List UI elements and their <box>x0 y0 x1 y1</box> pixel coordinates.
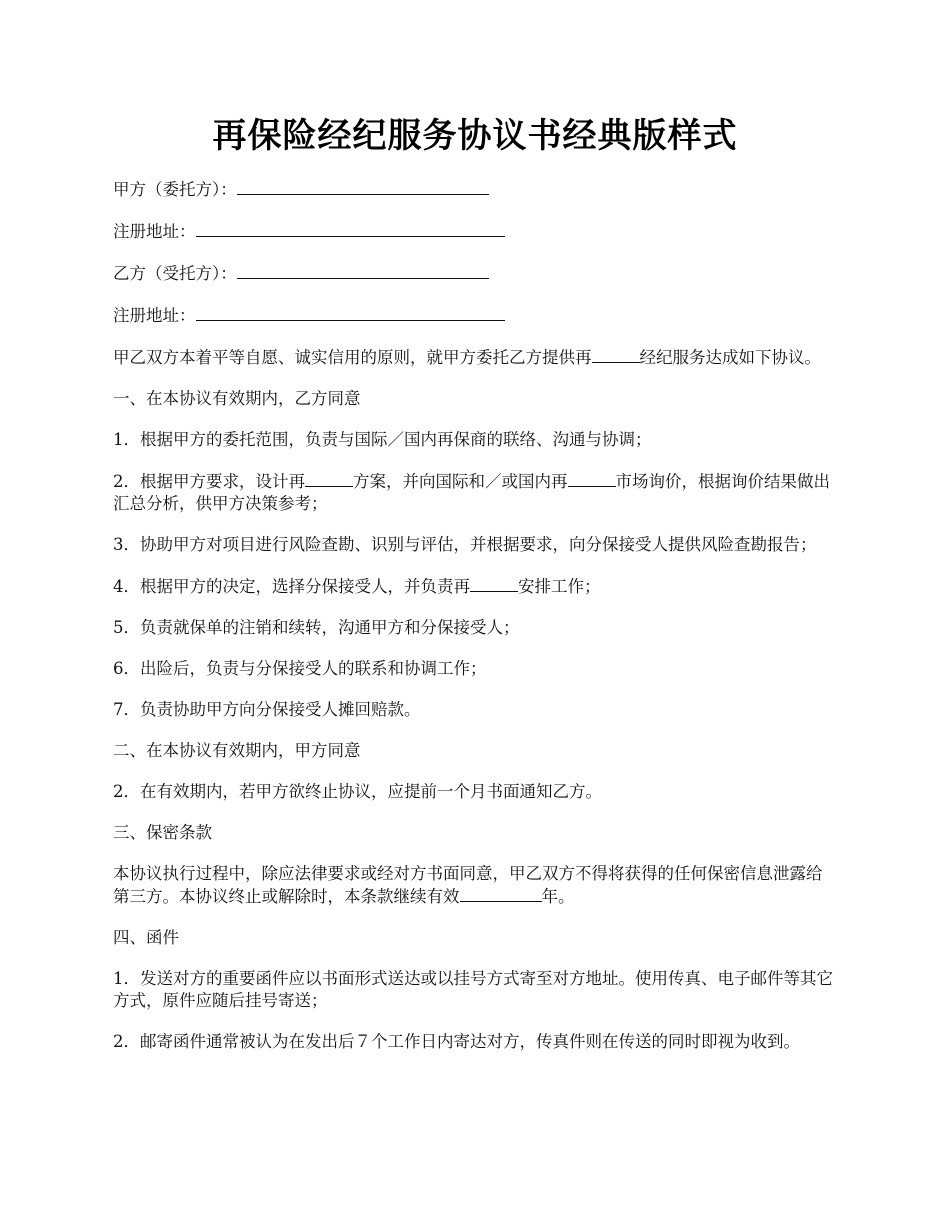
reg-addr-a-line <box>113 220 835 243</box>
section-1-item-1: 1．根据甲方的委托范围，负责与国际／国内再保商的联络、沟通与协调； <box>113 430 652 449</box>
section-4-item-1: 1．发送对方的重要函件应以书面形式送达或以挂号方式寄至对方地址。使用传真、电子邮件等其它方式，原件应随后挂号寄送； <box>113 969 833 1010</box>
reg-addr-b-line <box>113 304 835 327</box>
section-3-text-before: 本协议执行过程中，除应法律要求或经对方书面同意，甲乙双方不得将获得的任何保密信息泄露给第三方。本协议终止或解除时，本条款继续有效 <box>113 864 823 906</box>
section-1-item-2 <box>113 470 835 515</box>
item-4-text-part1: 4．根据甲方的决定，选择分保接受人，并负责再 <box>113 577 470 596</box>
section-1-item-4 <box>113 575 835 598</box>
section-2-item-2: 2．在有效期内，若甲方欲终止协议，应提前一个月书面通知乙方。 <box>113 782 602 801</box>
section-3-heading: 三、保密条款 <box>113 823 212 842</box>
reg-addr-a-label: 注册地址： <box>113 222 196 241</box>
party-a-label: 甲方（委托方）： <box>113 180 237 199</box>
section-4-heading: 四、函件 <box>113 928 179 947</box>
item-2-text-part1: 2．根据甲方要求，设计再 <box>113 472 305 491</box>
party-b-blank <box>237 262 489 279</box>
document-body <box>113 178 835 1072</box>
item-2-blank-1 <box>305 470 353 487</box>
item-4-text-part2: 安排工作； <box>518 577 601 596</box>
reg-addr-a-blank <box>196 220 505 237</box>
party-a-line <box>113 178 835 201</box>
section-1-item-6: 6．出险后，负责与分保接受人的联系和协调工作； <box>113 659 487 678</box>
document-title: 再保险经纪服务协议书经典版样式 <box>212 116 738 156</box>
party-b-label: 乙方（受托方）： <box>113 264 237 283</box>
intro-paragraph <box>113 346 835 369</box>
reg-addr-b-blank <box>196 304 505 321</box>
section-1-heading: 一、在本协议有效期内，乙方同意 <box>113 389 361 408</box>
section-2-heading: 二、在本协议有效期内，甲方同意 <box>113 741 361 760</box>
item-4-blank <box>470 575 518 592</box>
reg-addr-b-label: 注册地址： <box>113 306 196 325</box>
item-2-blank-2 <box>568 470 616 487</box>
intro-text-after: 经纪服务达成如下协议。 <box>639 348 821 367</box>
section-1-item-5: 5．负责就保单的注销和续转，沟通甲方和分保接受人； <box>113 618 520 637</box>
intro-blank <box>592 346 640 363</box>
party-a-blank <box>237 178 489 195</box>
section-3-text <box>113 863 835 908</box>
section-4-item-2: 2．邮寄函件通常被认为在发出后７个工作日内寄达对方，传真件则在传送的同时即视为收到。 <box>113 1032 800 1051</box>
section-1-item-7: 7．负责协助甲方向分保接受人摊回赔款。 <box>113 700 421 719</box>
section-3-blank <box>460 885 542 902</box>
intro-text-before: 甲乙双方本着平等自愿、诚实信用的原则，就甲方委托乙方提供再 <box>113 348 592 367</box>
item-2-text-part3: 市场询价，根据询价结果做出汇总分析，供甲方决策参考； <box>113 472 830 513</box>
item-2-text-part2: 方案，并向国际和／或国内再 <box>353 472 568 491</box>
party-b-line <box>113 262 835 285</box>
section-1-item-3: 3．协助甲方对项目进行风险查勘、识别与评估，并根据要求，向分保接受人提供风险查勘报告； <box>113 535 817 554</box>
section-3-text-after: 年。 <box>541 887 575 906</box>
